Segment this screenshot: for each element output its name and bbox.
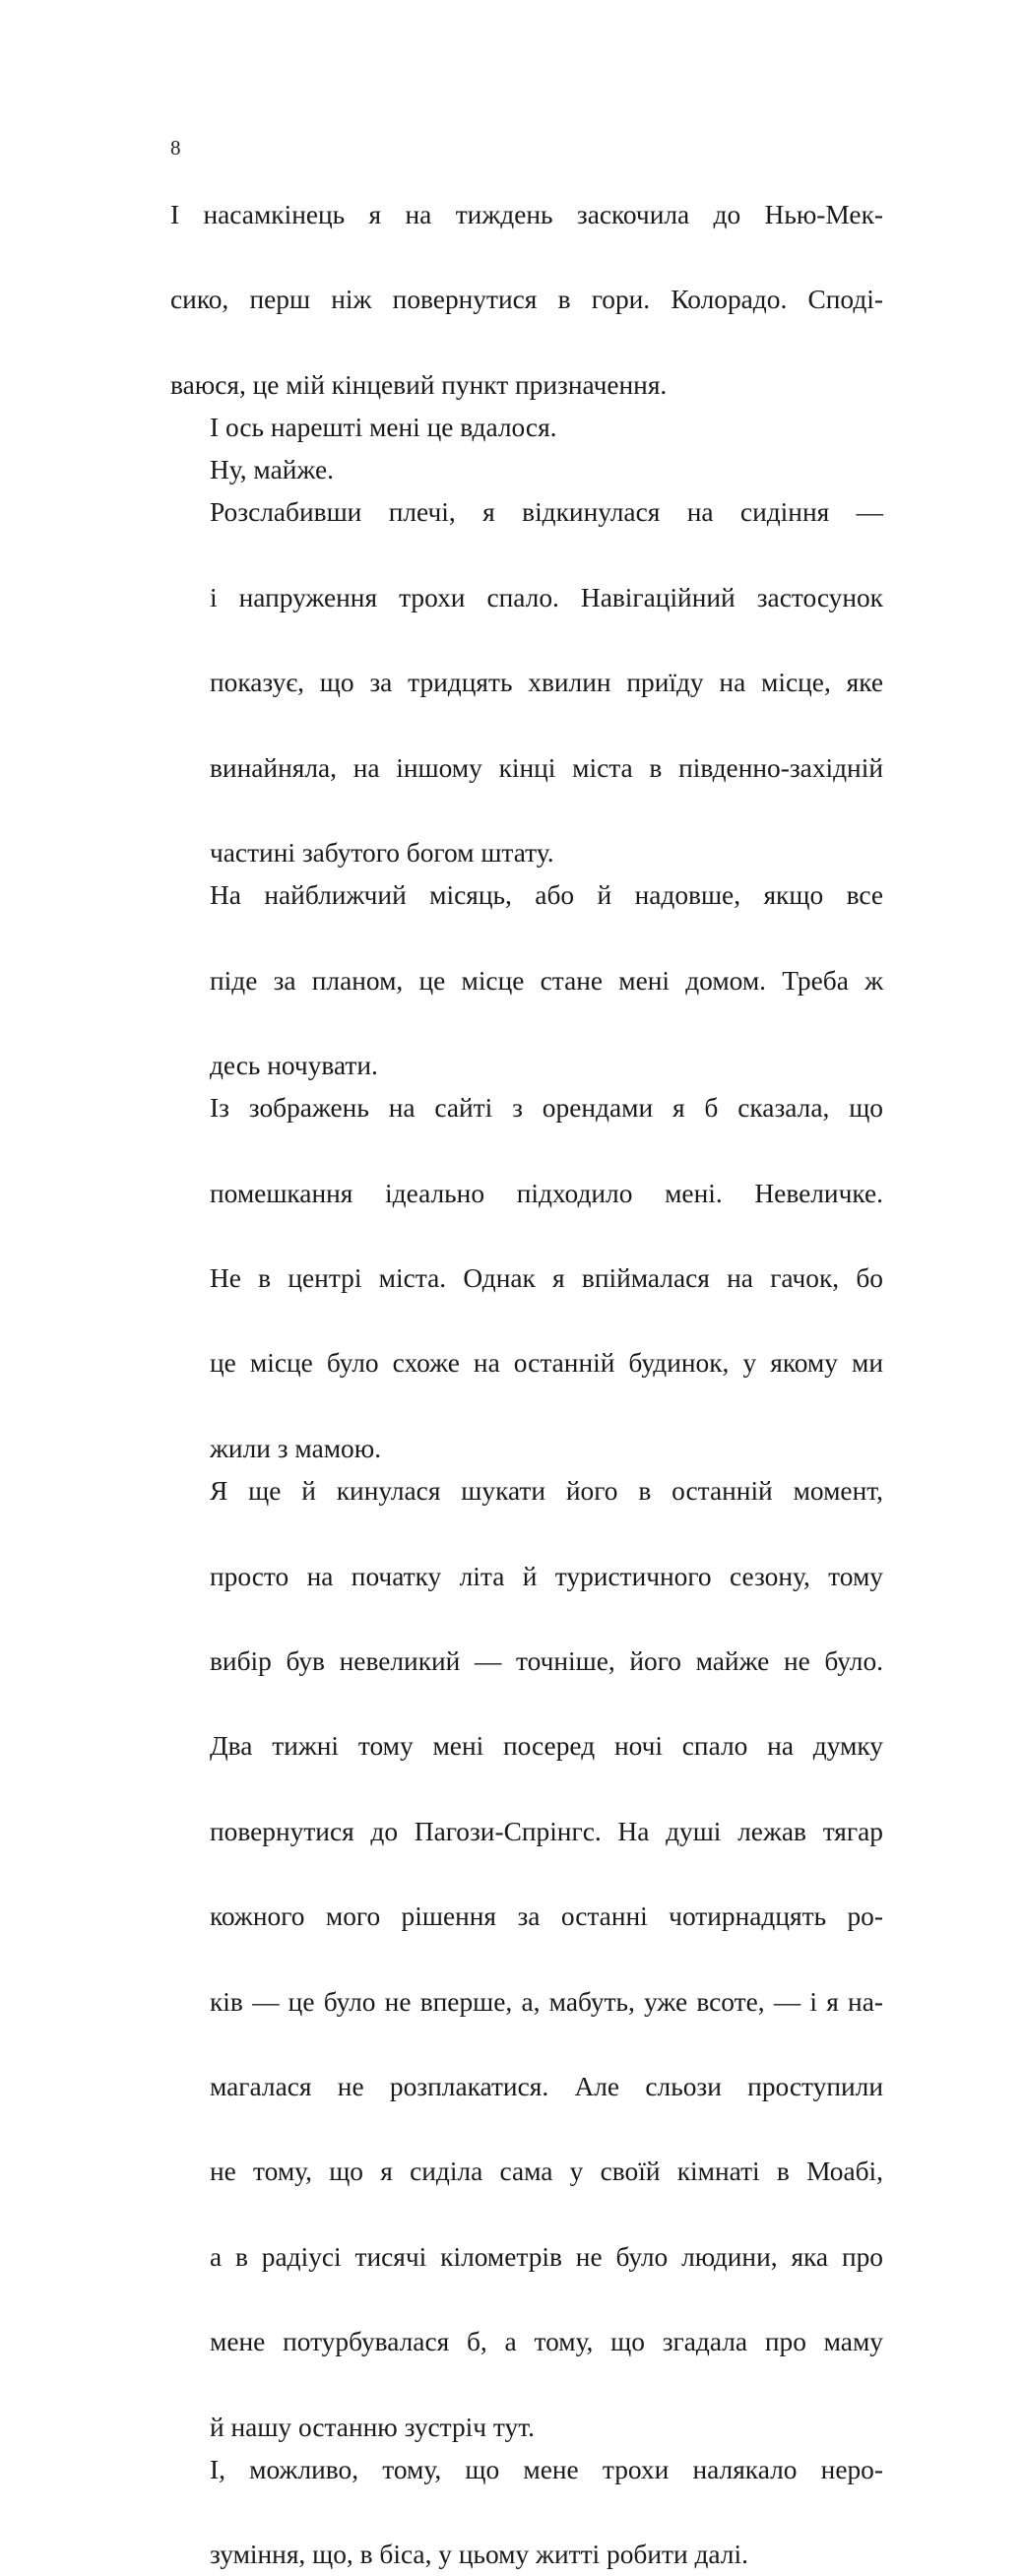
text-line: десь ночувати. [210,1051,378,1081]
text-line: зуміння, що, в біса, у цьому житті робити далі. [210,2540,748,2570]
text-line: винайняла, на іншому кінці міста в південно-західній [210,752,883,783]
text-line: Два тижні тому мені посеред ночі спало на думку [210,1731,883,1762]
paragraph [170,449,883,491]
text-line: кожного мого рішення за останні чотирнадцять ро- [210,1901,883,1932]
text-line: Не в центрі міста. Однак я впіймалася на гачок, бо [210,1263,883,1294]
text-line: На найближчий місяць, або й надовше, якщо все [210,880,883,911]
text-line: Із зображень на сайті з орендами я б сказала, що [210,1093,883,1124]
text-line: жили з мамою. [210,1433,382,1463]
text-line: мене потурбувалася б, а тому, що згадала про маму [210,2327,883,2357]
text-line: ваюся, це мій кінцевий пункт призначення. [170,369,668,400]
text-line: частині забутого богом штату. [210,838,554,869]
text-line: помешкання ідеально підходило мені. Невеличке. [210,1178,883,1208]
body-text-block [170,194,883,2576]
text-line: показує, що за тридцять хвилин приїду на місце, яке [210,668,883,698]
text-line: а в радіусі тисячі кілометрів не було людини, яка про [210,2241,883,2272]
text-line: повернутися до Пагози-Спрінгс. На душі лежав тягар [210,1816,883,1846]
text-line: І насамкінець я на тиждень заскочила до Нью-Мек- [170,200,883,229]
text-line: І, можливо, тому, що мене трохи налякало неро- [210,2454,883,2484]
text-line: магалася не розплакатися. Але сльози проступили [210,2071,883,2101]
text-line: не тому, що я сиділа сама у своїй кімнаті в Моабі, [210,2157,883,2187]
paragraph [170,407,883,449]
paragraph [170,874,883,1087]
text-line: Я ще й кинулася шукати його в останній момент, [210,1476,883,1507]
text-line: сико, перш ніж повернутися в гори. Колорадо. Споді- [170,285,883,315]
text-line: піде за планом, це місце стане мені домом. Треба ж [210,965,883,996]
text-line: й нашу останню зустріч тут. [210,2412,535,2442]
paragraph [170,1470,883,2449]
paragraph [170,491,883,874]
text-line: і напруження трохи спало. Навігаційний застосунок [210,582,883,612]
text-line: ків — це було не вперше, а, мабуть, уже всоте, — і я на- [210,1986,883,2017]
text-line: І ось нарешті мені це вдалося. [210,413,557,443]
text-line: вибір був невеликий — точніше, його майже не було. [210,1645,883,1676]
text-line: це місце було схоже на останній будинок, у якому ми [210,1348,883,1379]
paragraph [170,2449,883,2576]
text-line: Розслабивши плечі, я відкинулася на сидіння — [210,497,883,528]
paragraph [170,194,883,407]
page-number: 8 [170,136,181,160]
text-line: Ну, майже. [210,455,334,485]
text-line: просто на початку літа й туристичного сезону, тому [210,1561,883,1591]
paragraph [170,1087,883,1470]
